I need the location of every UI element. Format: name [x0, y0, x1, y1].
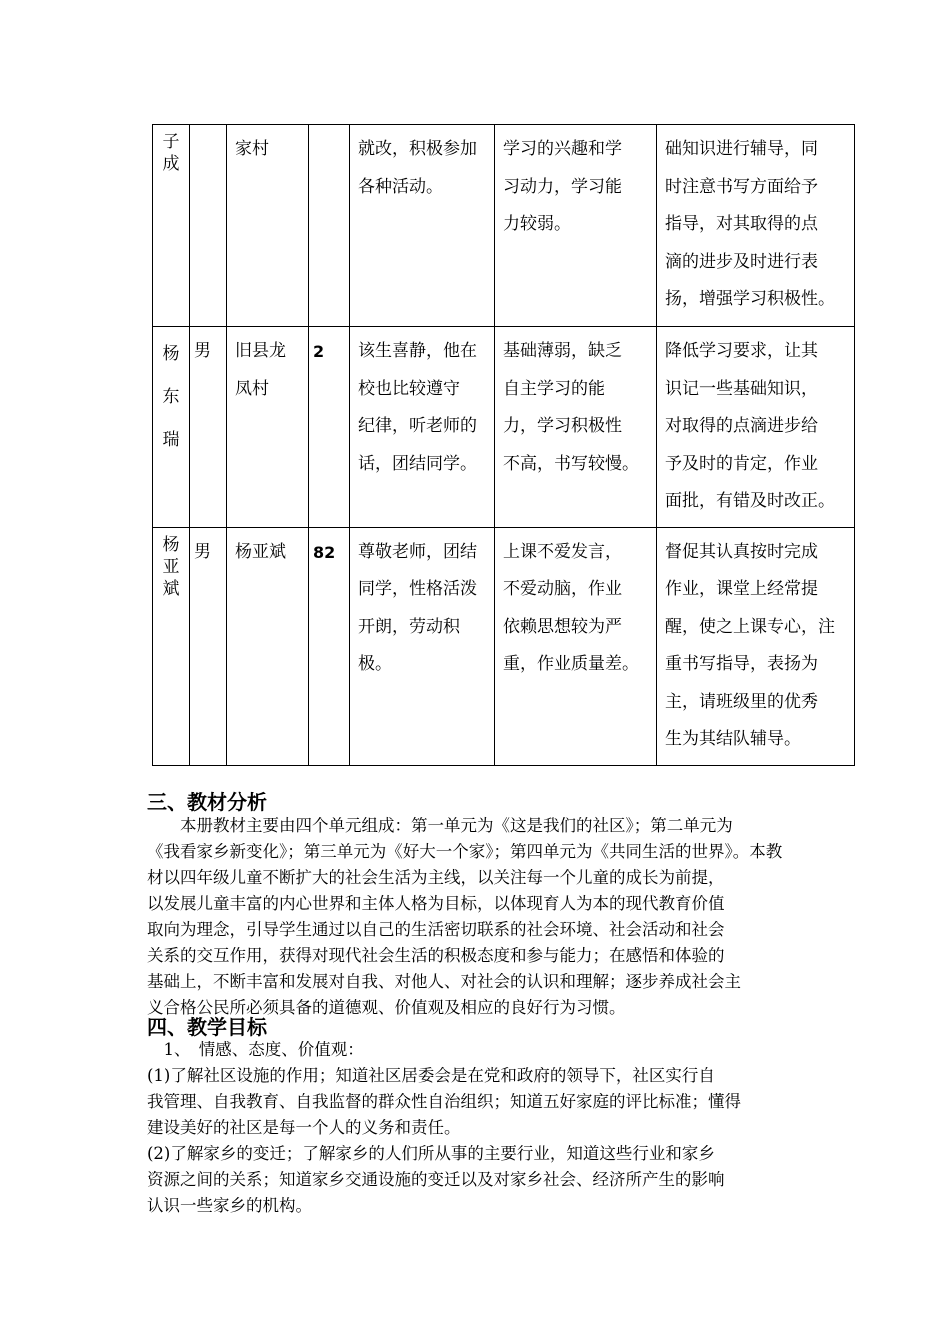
measure-cell: 础知识进行辅导，同 时注意书写方面给予 指导，对其取得的点 滴的进步及时进行表 扬，增强学习积极性。: [657, 125, 855, 327]
character-cell: 尊敬老师，团结 同学，性格活泼 开朗，劳动积 极。: [350, 527, 495, 765]
problem-cell: 上课不爱发言， 不爱动脑，作业 依赖思想较为严 重，作业质量差。: [495, 527, 657, 765]
number-cell: 82: [309, 527, 350, 765]
gender-cell: 男: [190, 327, 227, 528]
table-row: [153, 527, 855, 765]
table-row: [153, 327, 855, 528]
character-cell: 就改，积极参加 各种活动。: [350, 125, 495, 327]
gender-cell: 男: [190, 527, 227, 765]
table-row: [153, 125, 855, 327]
section-3-body: 本册教材主要由四个单元组成：第一单元为《这是我们的社区》；第二单元为 《我看家乡新变化》；第三单元为《好大一个家》；第四单元为《共同生活的世界》。本教 材以四年级儿童不断扩大的社会生活为主线，以关注每一个儿童的成长为前提， 以发展儿童丰富的内心世界和主体人格为目标，以体现育人为本的现代教育价值 取向为理念，引导学生通过以自己的生活密切联系的社会环境、社会活动和社会 关系的交互作用，获得对现代社会生活的积极态度和参与能力；在感悟和体验的 基础上，不断丰富和发展对自我、对他人、对社会的认识和理解；逐步养成社会主 义合格公民所必须具备的道德观、价值观及相应的良好行为习惯。: [147, 816, 783, 1017]
problem-cell: 学习的兴趣和学 习动力，学习能 力较弱。: [495, 125, 657, 327]
name-cell: 杨 亚 斌: [153, 527, 190, 765]
address-cell: 家村: [227, 125, 309, 327]
problem-cell: 基础薄弱，缺乏 自主学习的能 力，学习积极性 不高，书写较慢。: [495, 327, 657, 528]
student-table: [152, 124, 855, 766]
section-4-body: 1、 情感、态度、价值观： (1)了解社区设施的作用；知道社区居委会是在党和政府的领导下，社区实行自 我管理、自我教育、自我监督的群众性自治组织；知道五好家庭的评比标准；懂得 建设美好的社区是每一个人的义务和责任。 (2)了解家乡的变迁；了解家乡的人们所从事的主要行业，知道这些行业和家乡 资源之间的关系；知道家乡交通设施的变迁以及对家乡社会、经济所产生的影响 认识一些家乡的机构。: [147, 1040, 741, 1215]
measure-cell: 降低学习要求，让其 识记一些基础知识， 对取得的点滴进步给 予及时的肯定，作业 面批，有错及时改正。: [657, 327, 855, 528]
name-cell: 杨 东 瑞: [153, 327, 190, 528]
number-cell: [309, 125, 350, 327]
measure-cell: 督促其认真按时完成 作业，课堂上经常提 醒，使之上课专心，注 重书写指导，表扬为 主，请班级里的优秀 生为其结队辅导。: [657, 527, 855, 765]
address-cell: 旧县龙 凤村: [227, 327, 309, 528]
section-4-title: 四、教学目标: [147, 1015, 267, 1039]
character-cell: 该生喜静，他在 校也比较遵守 纪律，听老师的 话，团结同学。: [350, 327, 495, 528]
section-3-title: 三、教材分析: [147, 790, 267, 814]
name-cell: 子 成: [153, 125, 190, 327]
number-cell: 2: [309, 327, 350, 528]
gender-cell: [190, 125, 227, 327]
address-cell: 杨亚斌: [227, 527, 309, 765]
